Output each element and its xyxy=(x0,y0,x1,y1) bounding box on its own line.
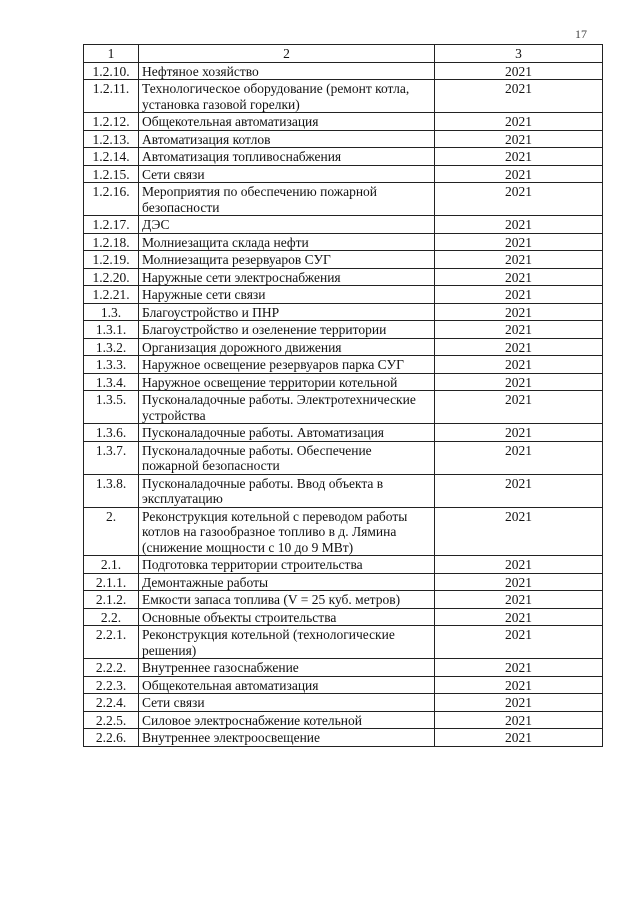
row-number-cell: 2.1.1. xyxy=(84,573,139,591)
row-number-cell: 2.2. xyxy=(84,608,139,626)
row-name-cell: Молниезащита резервуаров СУГ xyxy=(139,251,435,269)
table-row xyxy=(84,626,603,659)
row-name-cell: Реконструкция котельной (технологические решения) xyxy=(139,626,435,659)
table-row xyxy=(84,556,603,574)
row-name-cell: Организация дорожного движения xyxy=(139,338,435,356)
row-number-cell: 1.3. xyxy=(84,303,139,321)
row-name-cell: Сети связи xyxy=(139,694,435,712)
row-number-cell: 2.2.5. xyxy=(84,711,139,729)
row-year-cell: 2021 xyxy=(435,694,603,712)
table-row xyxy=(84,573,603,591)
row-name-cell: Мероприятия по обеспечению пожарной безопасности xyxy=(139,183,435,216)
row-number-cell: 1.3.3. xyxy=(84,356,139,374)
row-number-cell: 2.2.4. xyxy=(84,694,139,712)
row-number-cell: 2.2.3. xyxy=(84,676,139,694)
row-year-cell: 2021 xyxy=(435,676,603,694)
table-row xyxy=(84,233,603,251)
row-name-cell: Пусконаладочные работы. Ввод объекта в эксплуатацию xyxy=(139,474,435,507)
row-year-cell: 2021 xyxy=(435,659,603,677)
table-row xyxy=(84,286,603,304)
table-row xyxy=(84,424,603,442)
row-year-cell: 2021 xyxy=(435,286,603,304)
row-name-cell: Наружные сети связи xyxy=(139,286,435,304)
row-year-cell: 2021 xyxy=(435,391,603,424)
row-year-cell: 2021 xyxy=(435,321,603,339)
table-row xyxy=(84,303,603,321)
row-year-cell: 2021 xyxy=(435,441,603,474)
row-year-cell: 2021 xyxy=(435,373,603,391)
row-number-cell: 1.3.2. xyxy=(84,338,139,356)
row-number-cell: 1.2.14. xyxy=(84,148,139,166)
row-name-cell: Наружные сети электроснабжения xyxy=(139,268,435,286)
row-year-cell: 2021 xyxy=(435,80,603,113)
row-number-cell: 2. xyxy=(84,507,139,556)
row-year-cell: 2021 xyxy=(435,113,603,131)
row-number-cell: 2.2.6. xyxy=(84,729,139,747)
header-col-1: 1 xyxy=(84,45,139,63)
row-number-cell: 1.2.10. xyxy=(84,62,139,80)
row-number-cell: 1.2.21. xyxy=(84,286,139,304)
header-col-2: 2 xyxy=(139,45,435,63)
table-row xyxy=(84,338,603,356)
row-year-cell: 2021 xyxy=(435,183,603,216)
row-number-cell: 2.2.1. xyxy=(84,626,139,659)
row-number-cell: 1.2.20. xyxy=(84,268,139,286)
measures-table xyxy=(83,44,603,747)
row-name-cell: Общекотельная автоматизация xyxy=(139,676,435,694)
table-row xyxy=(84,183,603,216)
row-year-cell: 2021 xyxy=(435,608,603,626)
table-row xyxy=(84,62,603,80)
row-number-cell: 1.3.4. xyxy=(84,373,139,391)
row-number-cell: 1.2.18. xyxy=(84,233,139,251)
row-number-cell: 1.2.17. xyxy=(84,216,139,234)
row-number-cell: 1.2.11. xyxy=(84,80,139,113)
table-row xyxy=(84,676,603,694)
row-name-cell: Автоматизация топливоснабжения xyxy=(139,148,435,166)
row-number-cell: 1.2.16. xyxy=(84,183,139,216)
row-number-cell: 2.1. xyxy=(84,556,139,574)
row-number-cell: 1.2.13. xyxy=(84,130,139,148)
row-number-cell: 1.3.7. xyxy=(84,441,139,474)
table-row xyxy=(84,608,603,626)
row-year-cell: 2021 xyxy=(435,62,603,80)
row-name-cell: Автоматизация котлов xyxy=(139,130,435,148)
table-row xyxy=(84,165,603,183)
row-year-cell: 2021 xyxy=(435,233,603,251)
row-name-cell: Внутреннее газоснабжение xyxy=(139,659,435,677)
row-name-cell: Технологическое оборудование (ремонт котла, установка газовой горелки) xyxy=(139,80,435,113)
row-year-cell: 2021 xyxy=(435,338,603,356)
row-name-cell: Основные объекты строительства xyxy=(139,608,435,626)
page-number: 17 xyxy=(575,27,587,41)
table-row xyxy=(84,80,603,113)
row-name-cell: Внутреннее электроосвещение xyxy=(139,729,435,747)
table-row xyxy=(84,591,603,609)
row-year-cell: 2021 xyxy=(435,148,603,166)
table-row xyxy=(84,373,603,391)
row-number-cell: 1.2.19. xyxy=(84,251,139,269)
row-name-cell: Силовое электроснабжение котельной xyxy=(139,711,435,729)
row-number-cell: 1.3.8. xyxy=(84,474,139,507)
row-name-cell: ДЭС xyxy=(139,216,435,234)
row-number-cell: 1.3.6. xyxy=(84,424,139,442)
row-year-cell: 2021 xyxy=(435,626,603,659)
row-name-cell: Молниезащита склада нефти xyxy=(139,233,435,251)
row-name-cell: Пусконаладочные работы. Автоматизация xyxy=(139,424,435,442)
table-row xyxy=(84,251,603,269)
row-year-cell: 2021 xyxy=(435,268,603,286)
row-number-cell: 1.3.5. xyxy=(84,391,139,424)
row-name-cell: Благоустройство и ПНР xyxy=(139,303,435,321)
row-name-cell: Благоустройство и озеленение территории xyxy=(139,321,435,339)
row-year-cell: 2021 xyxy=(435,591,603,609)
table-row xyxy=(84,711,603,729)
row-number-cell: 1.2.15. xyxy=(84,165,139,183)
table-row xyxy=(84,321,603,339)
row-name-cell: Реконструкция котельной с переводом работы котлов на газообразное топливо в д. Лямина (снижение мощности с 10 до 9 МВт) xyxy=(139,507,435,556)
header-col-3: 3 xyxy=(435,45,603,63)
row-name-cell: Сети связи xyxy=(139,165,435,183)
row-number-cell: 1.3.1. xyxy=(84,321,139,339)
table-row xyxy=(84,391,603,424)
table-row xyxy=(84,441,603,474)
row-year-cell: 2021 xyxy=(435,474,603,507)
row-number-cell: 1.2.12. xyxy=(84,113,139,131)
row-year-cell: 2021 xyxy=(435,424,603,442)
table-row xyxy=(84,113,603,131)
row-year-cell: 2021 xyxy=(435,573,603,591)
row-number-cell: 2.2.2. xyxy=(84,659,139,677)
table-header-row xyxy=(84,45,603,63)
table-row xyxy=(84,474,603,507)
row-name-cell: Наружное освещение территории котельной xyxy=(139,373,435,391)
row-year-cell: 2021 xyxy=(435,165,603,183)
row-year-cell: 2021 xyxy=(435,356,603,374)
row-year-cell: 2021 xyxy=(435,251,603,269)
row-name-cell: Демонтажные работы xyxy=(139,573,435,591)
row-name-cell: Подготовка территории строительства xyxy=(139,556,435,574)
table-row xyxy=(84,356,603,374)
row-number-cell: 2.1.2. xyxy=(84,591,139,609)
row-name-cell: Общекотельная автоматизация xyxy=(139,113,435,131)
row-year-cell: 2021 xyxy=(435,303,603,321)
row-name-cell: Емкости запаса топлива (V = 25 куб. метров) xyxy=(139,591,435,609)
row-name-cell: Наружное освещение резервуаров парка СУГ xyxy=(139,356,435,374)
row-name-cell: Нефтяное хозяйство xyxy=(139,62,435,80)
table-row xyxy=(84,148,603,166)
row-year-cell: 2021 xyxy=(435,507,603,556)
row-year-cell: 2021 xyxy=(435,729,603,747)
table-row xyxy=(84,659,603,677)
row-name-cell: Пусконаладочные работы. Электротехнические устройства xyxy=(139,391,435,424)
table-row xyxy=(84,729,603,747)
table-row xyxy=(84,216,603,234)
table-row xyxy=(84,130,603,148)
row-year-cell: 2021 xyxy=(435,711,603,729)
table-row xyxy=(84,268,603,286)
table-row xyxy=(84,694,603,712)
row-year-cell: 2021 xyxy=(435,556,603,574)
row-year-cell: 2021 xyxy=(435,130,603,148)
row-year-cell: 2021 xyxy=(435,216,603,234)
table-row xyxy=(84,507,603,556)
table-body xyxy=(84,62,603,746)
row-name-cell: Пусконаладочные работы. Обеспечение пожарной безопасности xyxy=(139,441,435,474)
